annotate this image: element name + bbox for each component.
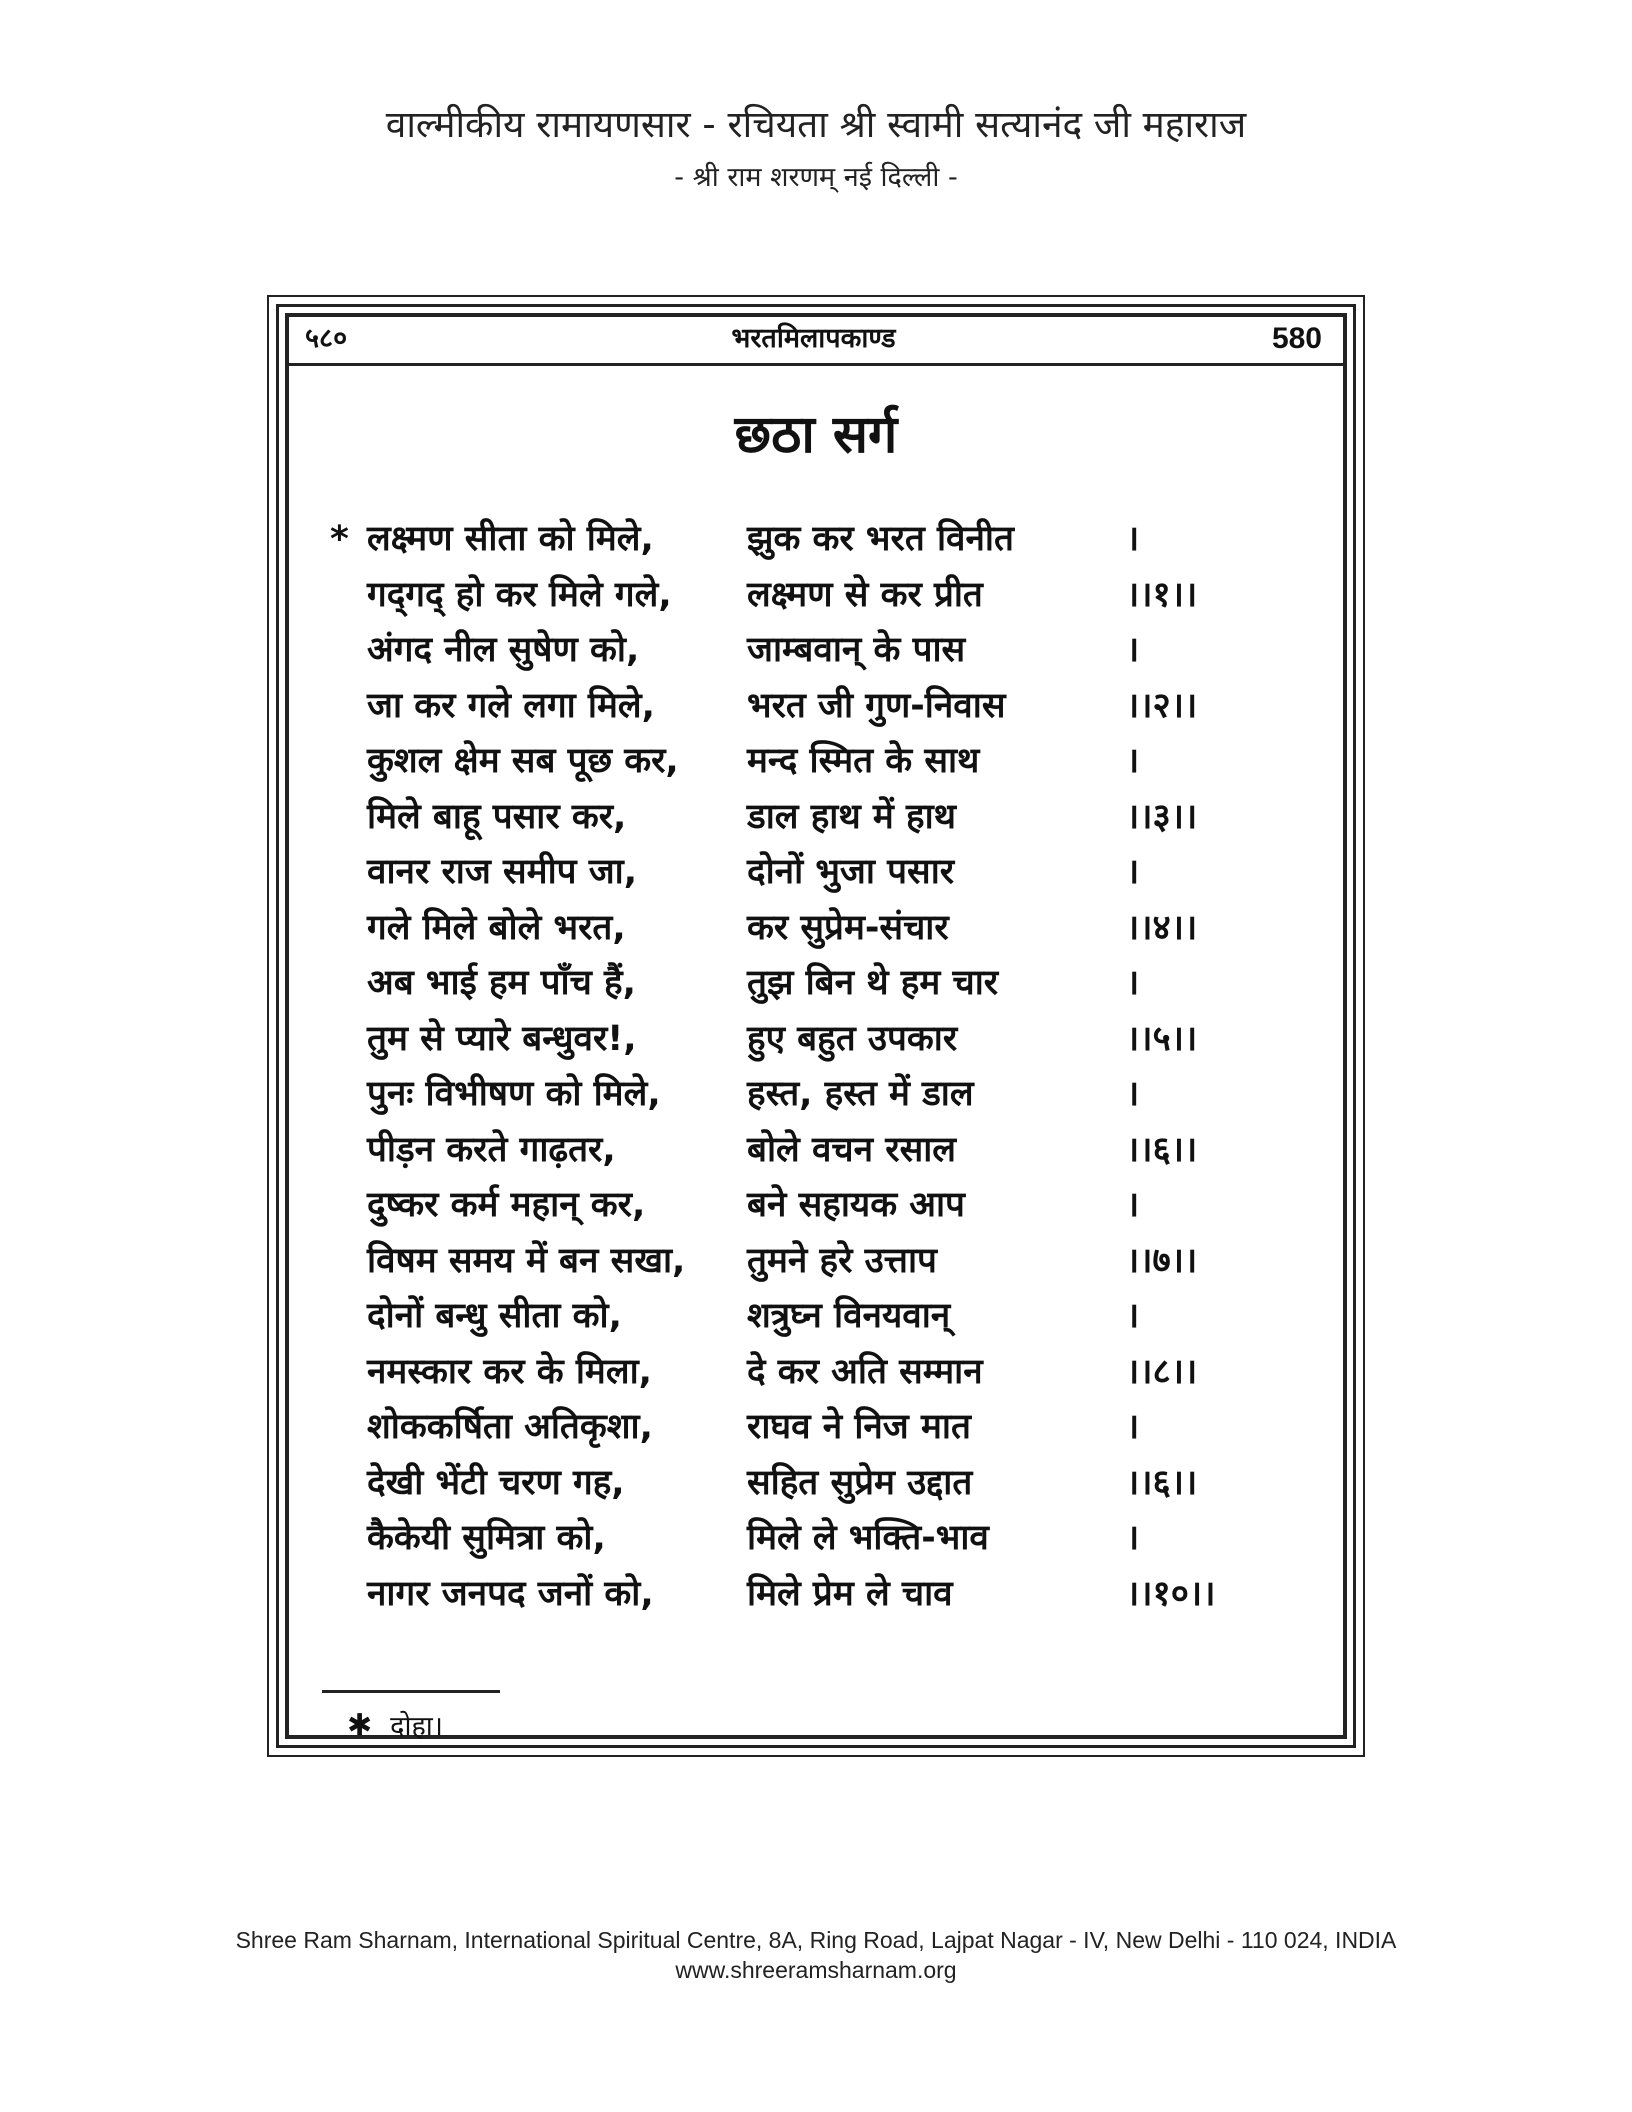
document-header [0, 100, 1632, 198]
verse-line [330, 790, 1270, 846]
verse-first-half: अंगद नील सुषेण को, [367, 630, 640, 670]
book-title: वाल्मीकीय रामायणसार - रचियता श्री स्वामी सत्यानंद जी महाराज [385, 103, 1247, 146]
verse-end-mark: । [1126, 963, 1140, 1003]
verse-end-mark: ।।५।। [1126, 1018, 1198, 1059]
verse-line [330, 1289, 1270, 1345]
verse-first-half: पुनः विभीषण को मिले, [367, 1074, 661, 1114]
verse-line [330, 1345, 1270, 1401]
chapter-title: छठा सर्ग [734, 405, 898, 465]
verse-second-half: झुक कर भरत विनीत [747, 519, 1014, 559]
verse-first-half: पीड़न करते गाढ़तर, [367, 1129, 616, 1170]
verse-line [330, 1456, 1270, 1512]
verse-end-mark: । [1126, 1296, 1140, 1336]
verse-line [330, 1067, 1270, 1123]
verse-first-half: नागर जनपद जनों को, [367, 1573, 654, 1614]
verse-end-mark: । [1126, 519, 1140, 559]
verse-second-half: हुए बहुत उपकार [747, 1018, 958, 1059]
verse-end-mark: । [1126, 852, 1140, 892]
verse-line [330, 845, 1270, 901]
verse-first-half: दोनों बन्धु सीता को, [367, 1296, 622, 1336]
verse-line [330, 1511, 1270, 1567]
verse-end-mark: । [1126, 741, 1140, 781]
verse-first-half: वानर राज समीप जा, [367, 852, 638, 892]
verse-second-half: दोनों भुजा पसार [747, 852, 955, 892]
verse-end-mark: ।।८।। [1126, 1351, 1198, 1392]
verse-second-half: दे कर अति सम्मान [747, 1351, 983, 1392]
running-head [305, 320, 1322, 358]
verse-list [330, 512, 1270, 1622]
verse-second-half: डाल हाथ में हाथ [747, 796, 957, 837]
verse-line [330, 1012, 1270, 1068]
verse-end-mark: । [1126, 630, 1140, 670]
verse-first-half: विषम समय में बन सखा, [367, 1240, 686, 1281]
verse-second-half: तुझ बिन थे हम चार [747, 963, 999, 1003]
verse-end-mark: । [1126, 1074, 1140, 1114]
verse-line [330, 568, 1270, 624]
verse-first-half: गद्‌गद्‌ हो कर मिले गले, [367, 574, 672, 615]
verse-first-half: तुम से प्यारे बन्धुवर!, [367, 1018, 637, 1059]
verse-first-half: मिले बाहू पसार कर, [367, 796, 627, 837]
footer-address: Shree Ram Sharnam, International Spiritual Centre, 8A, Ring Road, Lajpat Nagar - IV, New Delhi - 110 024, INDIA [235, 1927, 1397, 1953]
verse-first-half: अब भाई हम पाँच हैं, [367, 963, 636, 1003]
running-head-rule [289, 363, 1343, 366]
verse-end-mark: ।।४।। [1126, 907, 1198, 948]
verse-second-half: भरत जी गुण-निवास [747, 685, 1006, 726]
verse-line [330, 512, 1270, 568]
verse-line [330, 734, 1270, 790]
verse-second-half: मिले ले भक्ति-भाव [747, 1518, 989, 1558]
verse-end-mark: । [1126, 1185, 1140, 1225]
verse-end-mark: ।।१।। [1126, 574, 1198, 615]
verse-second-half: राघव ने निज मात [747, 1407, 971, 1447]
verse-line [330, 623, 1270, 679]
verse-end-mark: । [1126, 1518, 1140, 1558]
verse-second-half: सहित सुप्रेम उद्दात [747, 1462, 973, 1503]
verse-line [330, 1400, 1270, 1456]
verse-line [330, 956, 1270, 1012]
verse-first-half: कुशल क्षेम सब पूछ कर, [367, 741, 679, 781]
footnote-rule [322, 1690, 500, 1693]
verse-second-half: शत्रुघ्न विनयवान् [747, 1296, 951, 1336]
page-number: 580 [1271, 322, 1322, 355]
verse-line [330, 901, 1270, 957]
verse-second-half: जाम्बवान् के पास [747, 630, 966, 670]
verse-line [330, 1567, 1270, 1623]
verse-first-half: शोककर्षिता अतिकृशा, [367, 1407, 653, 1447]
verse-second-half: बने सहायक आप [747, 1185, 965, 1225]
verse-line [330, 679, 1270, 735]
footnote-text: दोहा। [390, 1711, 444, 1742]
verse-first-half: देखी भेंटी चरण गह, [367, 1462, 625, 1503]
verse-end-mark: । [1126, 1407, 1140, 1447]
verse-second-half: हस्त, हस्त में डाल [747, 1074, 974, 1114]
verse-end-mark: ।।७।। [1126, 1240, 1198, 1281]
verse-first-half: गले मिले बोले भरत, [367, 907, 626, 948]
page-number-devanagari: ५८० [305, 323, 348, 354]
verse-line [330, 1178, 1270, 1234]
verse-first-half: नमस्कार कर के मिला, [367, 1351, 652, 1392]
page-footer [0, 1925, 1632, 1985]
section-title: भरतमिलापकाण्ड [731, 323, 896, 354]
verse-end-mark: ।।२।। [1126, 685, 1198, 726]
asterisk-icon: ✱ [347, 1708, 373, 1743]
footer-website: www.shreeramsharnam.org [675, 1957, 957, 1983]
verse-line [330, 1234, 1270, 1290]
verse-end-mark: ।।३।। [1126, 796, 1198, 837]
verse-first-half: कैकेयी सुमित्रा को, [367, 1518, 606, 1558]
verse-end-mark: ।।६।। [1126, 1129, 1198, 1170]
verse-second-half: बोले वचन रसाल [747, 1129, 957, 1170]
verse-end-mark: ।।१०।। [1126, 1573, 1216, 1614]
verse-first-half: लक्ष्मण सीता को मिले, [367, 519, 654, 559]
verse-end-mark: ।।६।। [1126, 1462, 1198, 1503]
publisher-line: - श्री राम शरणम् नई दिल्ली - [674, 162, 958, 193]
footnote [347, 1706, 443, 1747]
verse-second-half: कर सुप्रेम-संचार [747, 907, 949, 948]
verse-second-half: मन्द स्मित के साथ [747, 741, 980, 781]
verse-second-half: मिले प्रेम ले चाव [747, 1573, 953, 1614]
verse-first-half: जा कर गले लगा मिले, [367, 685, 655, 726]
verse-marker: * [330, 519, 349, 560]
verse-first-half: दुष्कर कर्म महान् कर, [367, 1185, 646, 1225]
verse-second-half: तुमने हरे उत्ताप [747, 1240, 937, 1281]
verse-line [330, 1123, 1270, 1179]
verse-second-half: लक्ष्मण से कर प्रीत [747, 574, 983, 615]
